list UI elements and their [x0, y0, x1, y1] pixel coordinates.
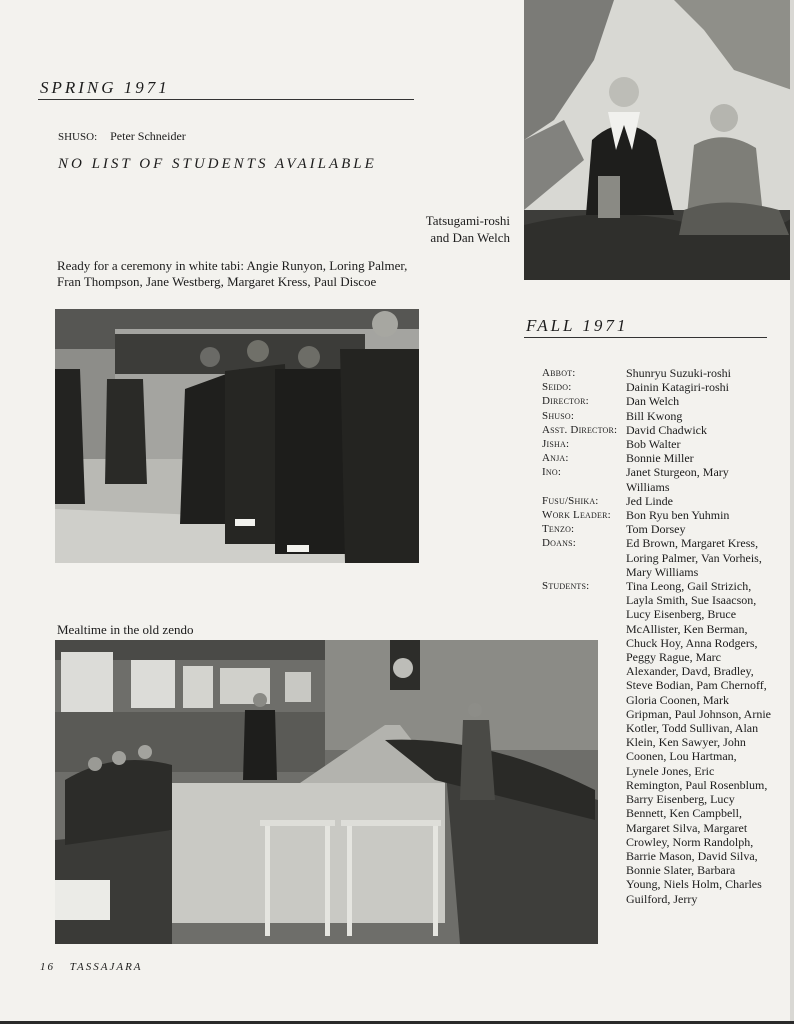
roster-value: Dainin Katagiri-roshi: [626, 380, 729, 395]
page-footer: [40, 961, 143, 973]
roster-label: Asst. Director:: [542, 423, 618, 436]
roster-row-doans: [542, 536, 772, 579]
roster-value: David Chadwick: [626, 422, 707, 437]
roster-label: Fusu/Shika:: [542, 494, 599, 507]
roster-label: Students:: [542, 580, 590, 593]
roster-label: Abbot:: [542, 367, 576, 379]
roster-label: Tenzo:: [542, 523, 575, 536]
roster-value: Tom Dorsey: [626, 522, 686, 537]
roster-value: Ed Brown, Margaret Kress, Loring Palmer, Van Vorheis, Mary Williams: [626, 536, 762, 579]
roster-value: Dan Welch: [626, 394, 680, 409]
spring-shuso-label: SHUSO:: [58, 131, 98, 143]
caption-tatsugami-line2: and Dan Welch: [430, 230, 510, 245]
fall-heading-rule: [524, 337, 767, 338]
roster-row-anja: [542, 451, 772, 465]
publication-name: TASSAJARA: [69, 961, 143, 973]
roster-label: Work Leader:: [542, 509, 611, 522]
roster-row-ino: [542, 465, 772, 493]
photo-tatsugami-and-welch: [524, 0, 792, 280]
roster-row-director: [542, 394, 772, 408]
roster-value: Janet Sturgeon, Mary Williams: [626, 465, 729, 494]
roster-row-shuso: [542, 409, 772, 423]
caption-mealtime: Mealtime in the old zendo: [57, 622, 194, 637]
roster-label: Shuso:: [542, 409, 575, 422]
roster-value: Bonnie Miller: [626, 451, 694, 466]
fall-heading: FALL 1971: [526, 316, 629, 335]
roster-row-abbot: [542, 366, 772, 380]
roster-label: Seido:: [542, 381, 572, 394]
page-edge-right: [790, 0, 794, 1024]
spring-heading-rule: [38, 99, 414, 100]
roster-value: Tina Leong, Gail Strizich, Layla Smith, Sue Isaacson, Lucy Eisenberg, Bruce McAllister, Ken Berman, Chuck Hoy, Anna Rodgers, Peggy Rague, Marc Alexander, Davd, Bradley, Steve Bodian, Pam Chernoff, Gloria Coonen, Mark Gripman, Paul Johnson, Arnie Kotler, Todd Sullivan, Alan Klein, Ken Sawyer, John Coonen, Lou Hartman, Lynele Jones, Eric Remington, Paul Rosenblum, Barry Eisenberg, Lucy Bennett, Ken Campbell, Margaret Silva, Margaret Crowley, Norm Randolph, Barrie Mason, David Silva, Bonnie Slater, Barbara Young, Niels Holm, Charles Guilford, Jerry: [626, 579, 771, 906]
spring-no-list: NO LIST OF STUDENTS AVAILABLE: [58, 156, 377, 172]
roster-label: Anja:: [542, 452, 569, 465]
fall-roster: [542, 366, 772, 906]
roster-value: Bill Kwong: [626, 408, 683, 423]
roster-row-seido: [542, 380, 772, 394]
photo-mealtime: [55, 640, 598, 944]
roster-value: Shunryu Suzuki-roshi: [626, 366, 731, 380]
roster-value: Jed Linde: [626, 493, 673, 508]
photo-mealtime-image: [55, 640, 598, 944]
roster-row-work-leader: [542, 508, 772, 522]
roster-row-students: [542, 579, 772, 906]
caption-tatsugami-line1: Tatsugami-roshi: [425, 213, 510, 228]
roster-label: Director:: [542, 395, 589, 408]
photo-ceremony-image: [55, 309, 419, 563]
roster-value: Bob Walter: [626, 437, 681, 452]
spring-shuso-line: [58, 129, 186, 144]
photo-ceremony: [55, 309, 419, 563]
roster-label: Jisha:: [542, 438, 570, 451]
roster-label: Doans:: [542, 537, 576, 550]
roster-row-tenzo: [542, 522, 772, 536]
page-number: 16: [40, 961, 55, 973]
caption-ceremony: Ready for a ceremony in white tabi: Angie Runyon, Loring Palmer, Fran Thompson, Jane Westberg, Margaret Kress, Paul Discoe: [57, 258, 408, 289]
roster-value: Bon Ryu ben Yuhmin: [626, 508, 730, 523]
roster-label: Ino:: [542, 466, 562, 479]
roster-row-jisha: [542, 437, 772, 451]
caption-tatsugami-and-welch: [380, 212, 510, 246]
photo-tatsugami-and-welch-image: [524, 0, 792, 280]
spring-shuso-name: Peter Schneider: [110, 129, 186, 143]
roster-row-fusu-shika: [542, 494, 772, 508]
roster-row-asst-director: [542, 423, 772, 437]
spring-heading: SPRING 1971: [40, 78, 170, 97]
